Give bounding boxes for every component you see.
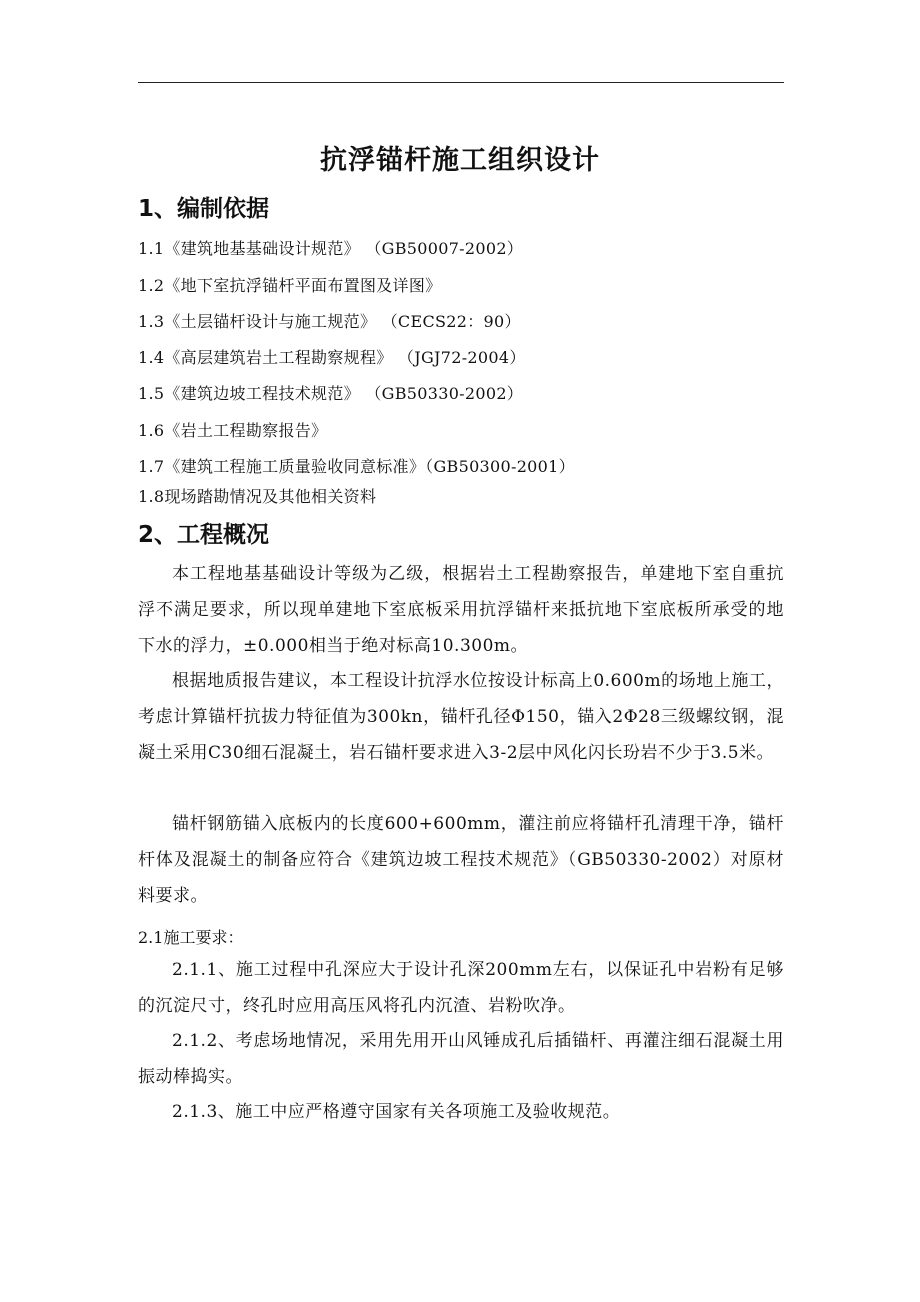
reference-item: 1.7《建筑工程施工质量验收同意标准》（GB50300-2001） (138, 457, 575, 476)
section-heading-overview: 2、工程概况 (138, 522, 270, 548)
reference-item: 1.1《建筑地基基础设计规范》 （GB50007-2002） (138, 239, 524, 258)
document-title: 抗浮锚杆施工组织设计 (320, 145, 600, 176)
requirement-item: 2.1.1、施工过程中孔深应大于设计孔深200mm左右，以保证孔中岩粉有足够的沉淀尺寸，终孔时应用高压风将孔内沉渣、岩粉吹净。 (138, 960, 784, 1016)
reference-item: 1.4《高层建筑岩土工程勘察规程》 （JGJ72-2004） (138, 348, 526, 367)
overview-paragraph: 根据地质报告建议，本工程设计抗浮水位按设计标高上0.600m的场地上施工，考虑计算锚杆抗拔力特征值为300kn，锚杆孔径Φ150，锚入2Φ28三级螺纹钢，混凝土采用C30细石混凝土，岩石锚杆要求进入3-2层中风化闪长玢岩不少于3.5米。 (138, 671, 784, 763)
subsection-heading: 2.1施工要求： (138, 928, 244, 947)
reference-item: 1.8现场踏勘情况及其他相关资料 (138, 487, 377, 506)
reference-item: 1.5《建筑边坡工程技术规范》 （GB50330-2002） (138, 384, 524, 403)
reference-item: 1.3《土层锚杆设计与施工规范》 （CECS22：90） (138, 312, 521, 331)
overview-paragraph: 本工程地基基础设计等级为乙级，根据岩土工程勘察报告，单建地下室自重抗浮不满足要求，所以现单建地下室底板采用抗浮锚杆来抵抗地下室底板所承受的地下水的浮力，±0.000相当于绝对标高10.300m。 (138, 564, 784, 656)
overview-paragraph: 锚杆钢筋锚入底板内的长度600+600mm，灌注前应将锚杆孔清理干净，锚杆杆体及混凝土的制备应符合《建筑边坡工程技术规范》（GB50330-2002）对原材料要求。 (138, 814, 784, 906)
reference-item: 1.2《地下室抗浮锚杆平面布置图及详图》 (138, 276, 442, 295)
requirement-item: 2.1.2、考虑场地情况，采用先用开山风锤成孔后插锚杆、再灌注细石混凝土用振动棒捣实。 (138, 1031, 784, 1087)
requirement-item: 2.1.3、施工中应严格遵守国家有关各项施工及验收规范。 (172, 1102, 621, 1122)
header-rule (138, 82, 784, 83)
reference-item: 1.6《岩土工程勘察报告》 (138, 421, 328, 440)
section-heading-basis: 1、编制依据 (138, 196, 270, 222)
